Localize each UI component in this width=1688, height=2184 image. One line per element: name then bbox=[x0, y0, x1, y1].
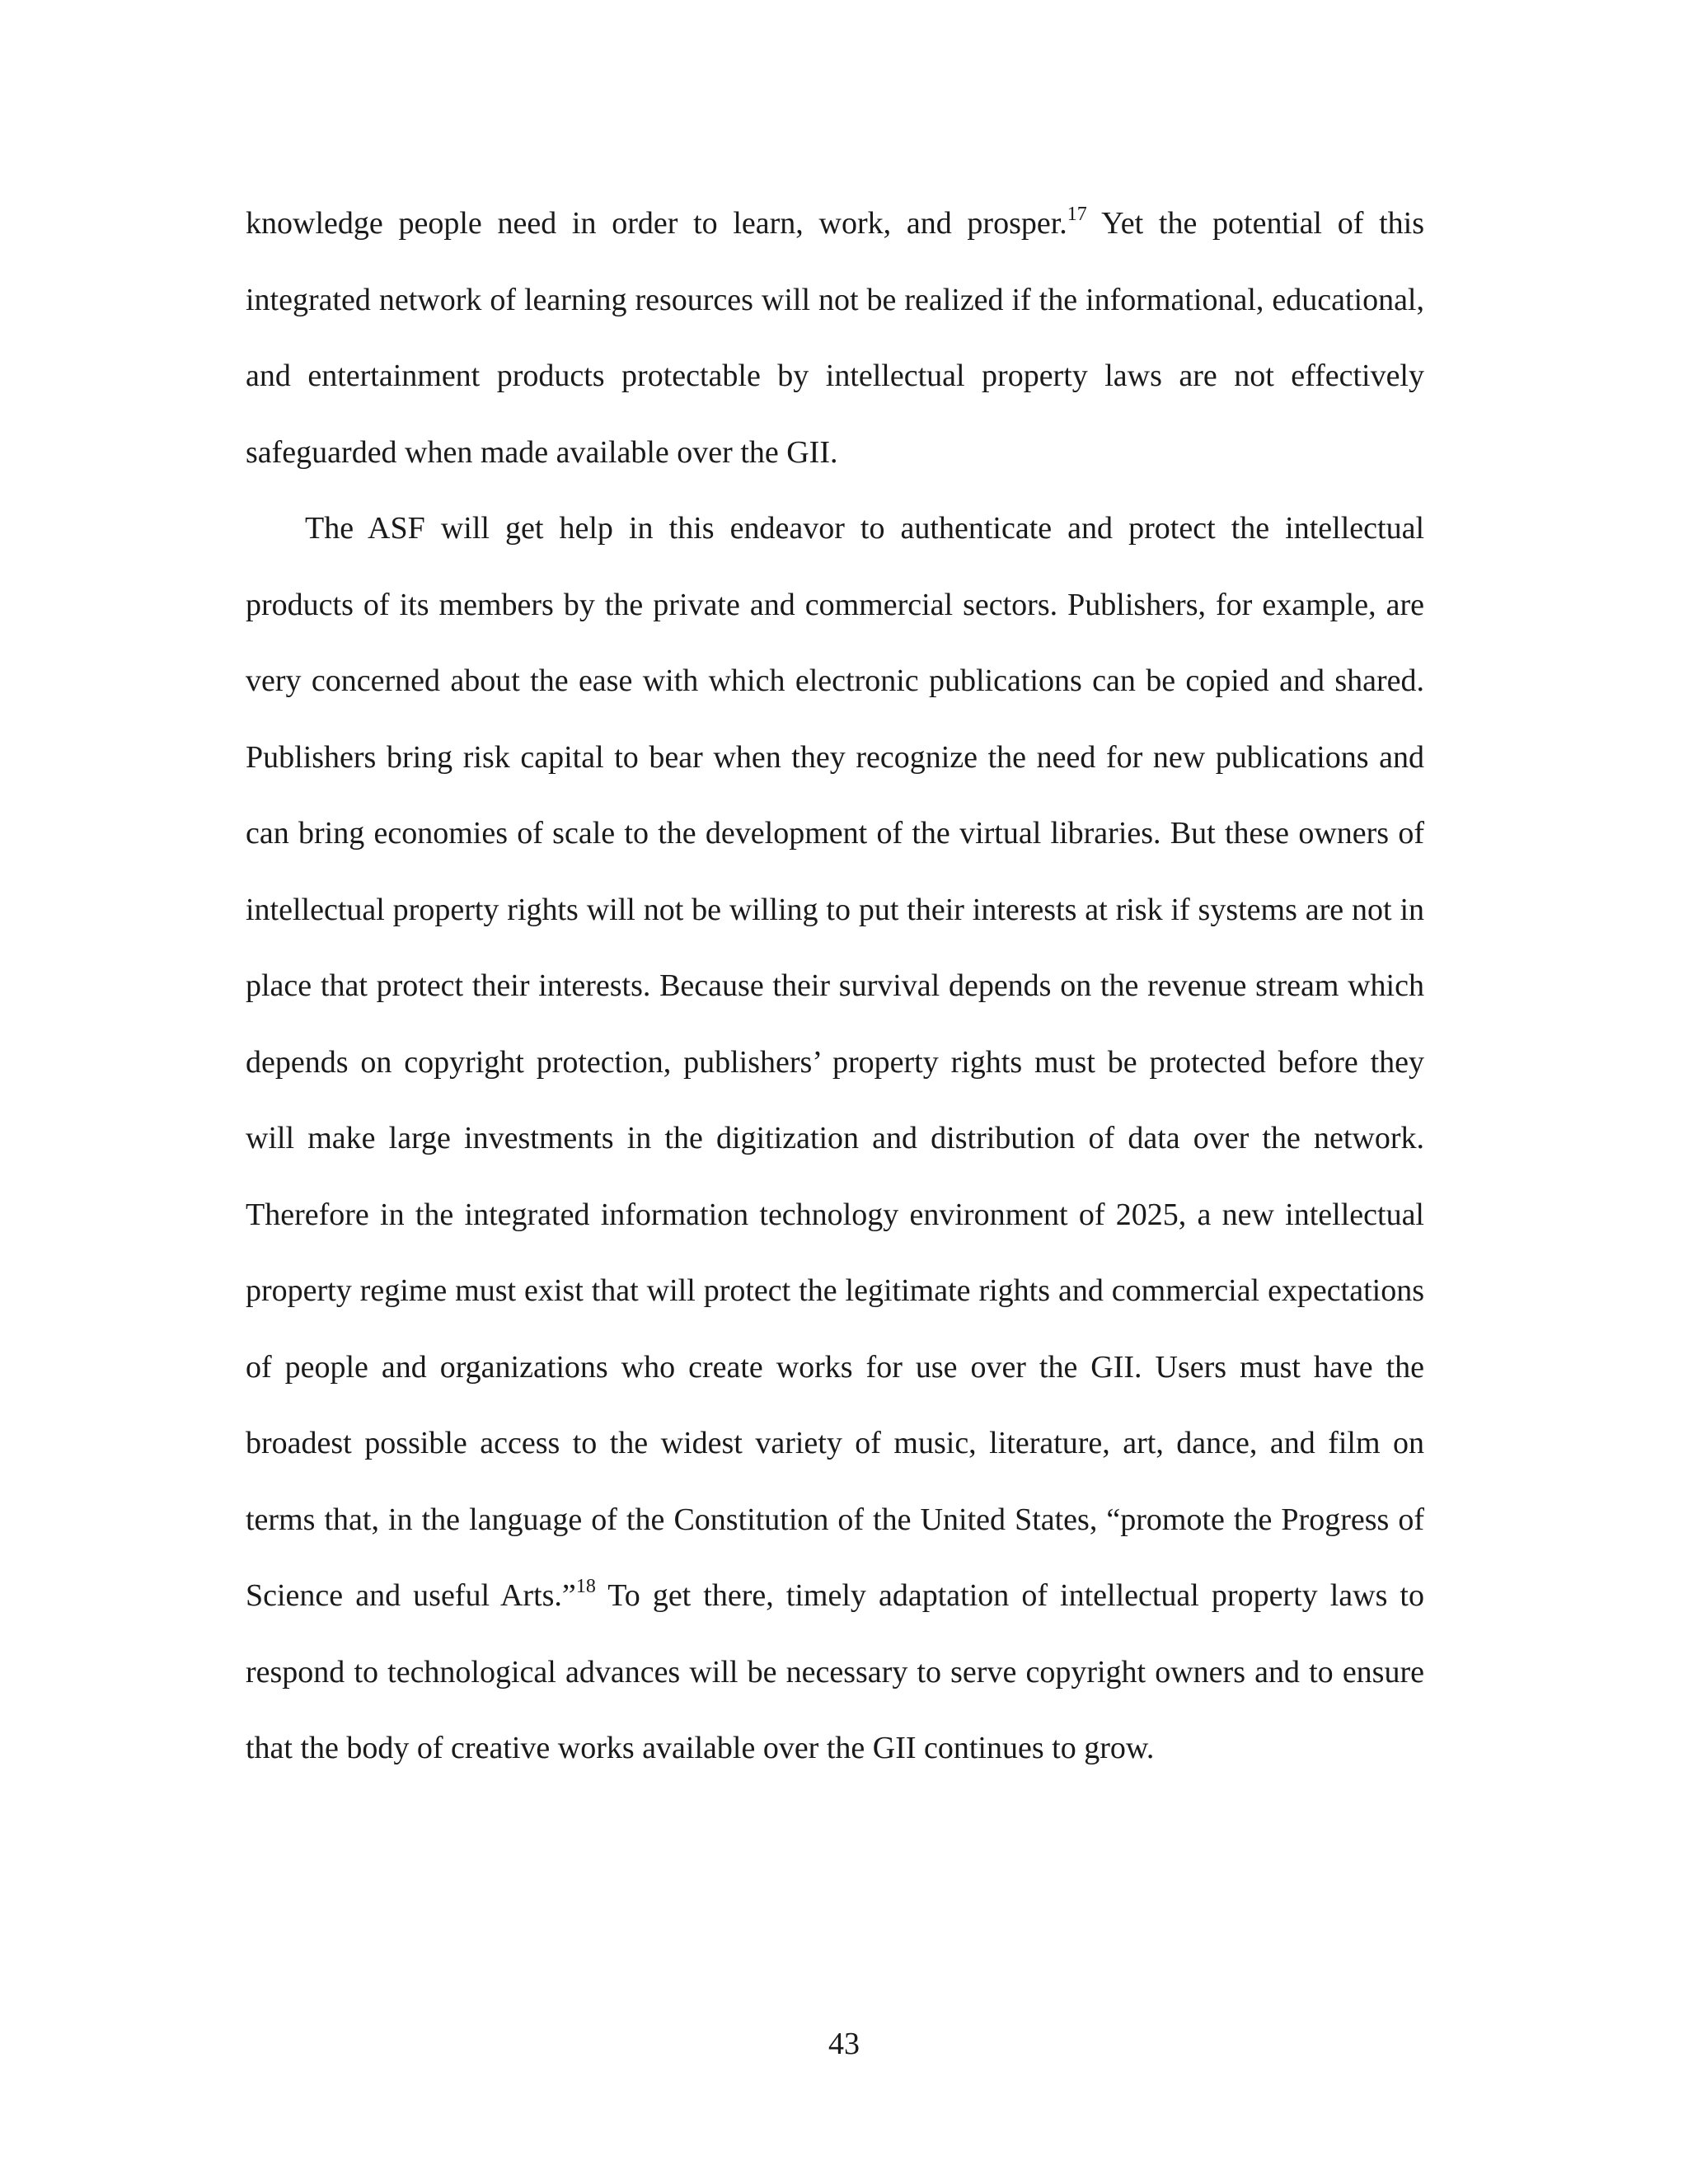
paragraph-1 bbox=[246, 185, 1424, 490]
body-text bbox=[246, 185, 1424, 1787]
paragraph-2-text-a: The ASF will get help in this endeavor to authenticate and protect the intellectual products of its members by the private and commercial sectors. Publishers, for example, are very concerned about the ease with which electronic publications can be copied and shared. Publishers bring risk capital to bear when they recognize the need for new publications and can bring economies of scale to the development of the virtual libraries. But these owners of intellectual property rights will not be willing to put their interests at risk if systems are not in place that protect their interests. Because their survival depends on the revenue stream which depends on copyright protection, publishers’ property rights must be protected before they will make large investments in the digitization and distribution of data over the network. Therefore in the integrated information technology environment of 2025, a new intellectual property regime must exist that will protect the legitimate rights and commercial expectations of people and organizations who create works for use over the GII. Users must have the broadest possible access to the widest variety of music, literature, art, dance, and film on terms that, in the language of the Constitution of the United States, “promote the Progress of Science and useful Arts.” bbox=[246, 511, 1424, 1613]
paragraph-1-text-a: knowledge people need in order to learn, work, and prosper. bbox=[246, 206, 1067, 241]
page-number: 43 bbox=[828, 2027, 860, 2061]
footnote-ref-18: 18 bbox=[575, 1576, 596, 1597]
paragraph-2-text-b: To get there, timely adaptation of intellectual property laws to respond to technological advances will be necessary to serve copyright owners and to ensure that the body of creative works available over the GII continues to grow. bbox=[246, 1578, 1424, 1765]
paragraph-1-text-b: Yet the potential of this integrated network of learning resources will not be realized if the informational, educational, and entertainment products protectable by intellectual property laws are not effectively safeguarded when made available over the GII. bbox=[246, 206, 1424, 470]
paragraph-2 bbox=[246, 490, 1424, 1787]
footnote-ref-17: 17 bbox=[1067, 204, 1087, 225]
